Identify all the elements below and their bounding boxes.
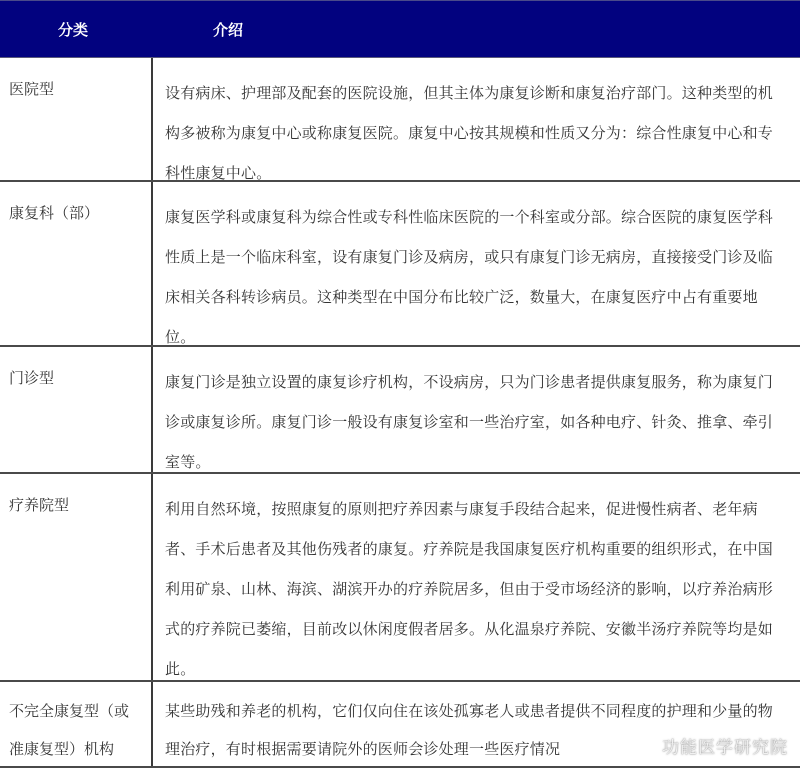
- category-label: 康复科（部）: [9, 204, 100, 222]
- description-cell: [153, 347, 800, 472]
- header-cell-description: [153, 1, 800, 57]
- category-cell: [0, 58, 153, 180]
- table-row: [0, 182, 800, 347]
- category-cell: [0, 182, 153, 345]
- category-cell: [0, 474, 153, 680]
- watermark: 功能医学研究院: [662, 738, 788, 758]
- table-row: [0, 347, 800, 474]
- description-cell: [153, 58, 800, 180]
- header-category-label: 分类: [58, 20, 89, 39]
- table-header: [0, 0, 800, 58]
- description-text: 利用自然环境，按照康复的原则把疗养因素与康复手段结合起来，促进慢性病者、老年病者、手术后患者及其他伤残者的康复。疗养院是我国康复医疗机构重要的组织形式，在中国利用矿泉、山林、海滨、湖滨开办的疗养院居多，但由于受市场经济的影响，以疗养治病形式的疗养院已萎缩，目前改以休闲度假者居多。从化温泉疗养院、安徽半汤疗养院等均是如此。: [165, 500, 774, 678]
- description-text: 康复医学科或康复科为综合性或专科性临床医院的一个科室或分部。综合医院的康复医学科性质上是一个临床科室，设有康复门诊及病房，或只有康复门诊无病房，直接接受门诊及临床相关各科转诊病员。这种类型在中国分布比较广泛，数量大，在康复医疗中占有重要地位。: [165, 208, 774, 346]
- category-label: 门诊型: [9, 369, 55, 387]
- category-label: 医院型: [9, 80, 55, 98]
- category-label-line1: 不完全康复型（或: [9, 702, 130, 720]
- description-text: 康复门诊是独立设置的康复诊疗机构，不设病房，只为门诊患者提供康复服务，称为康复门诊或康复诊所。康复门诊一般设有康复诊室和一些治疗室，如各种电疗、针灸、推拿、牵引室等。: [165, 373, 774, 471]
- category-cell: [0, 682, 153, 766]
- header-cell-category: [0, 1, 153, 57]
- description-text: 某些助残和养老的机构，它们仅向住在该处孤寡老人或患者提供不同程度的护理和少量的物理治疗，有时根据需要请院外的医师会诊处理一些医疗情况: [165, 702, 774, 758]
- description-cell: [153, 474, 800, 680]
- description-text: 设有病床、护理部及配套的医院设施，但其主体为康复诊断和康复治疗部门。这种类型的机构多被称为康复中心或称康复医院。康复中心按其规模和性质又分为：综合性康复中心和专科性康复中心。: [165, 84, 774, 182]
- description-cell: [153, 182, 800, 345]
- header-description-label: 介绍: [213, 20, 244, 39]
- table-row: [0, 474, 800, 682]
- table-row: [0, 58, 800, 182]
- category-label: 疗养院型: [9, 496, 70, 514]
- category-label-line2: 准康复型）机构: [9, 740, 115, 758]
- category-cell: [0, 347, 153, 472]
